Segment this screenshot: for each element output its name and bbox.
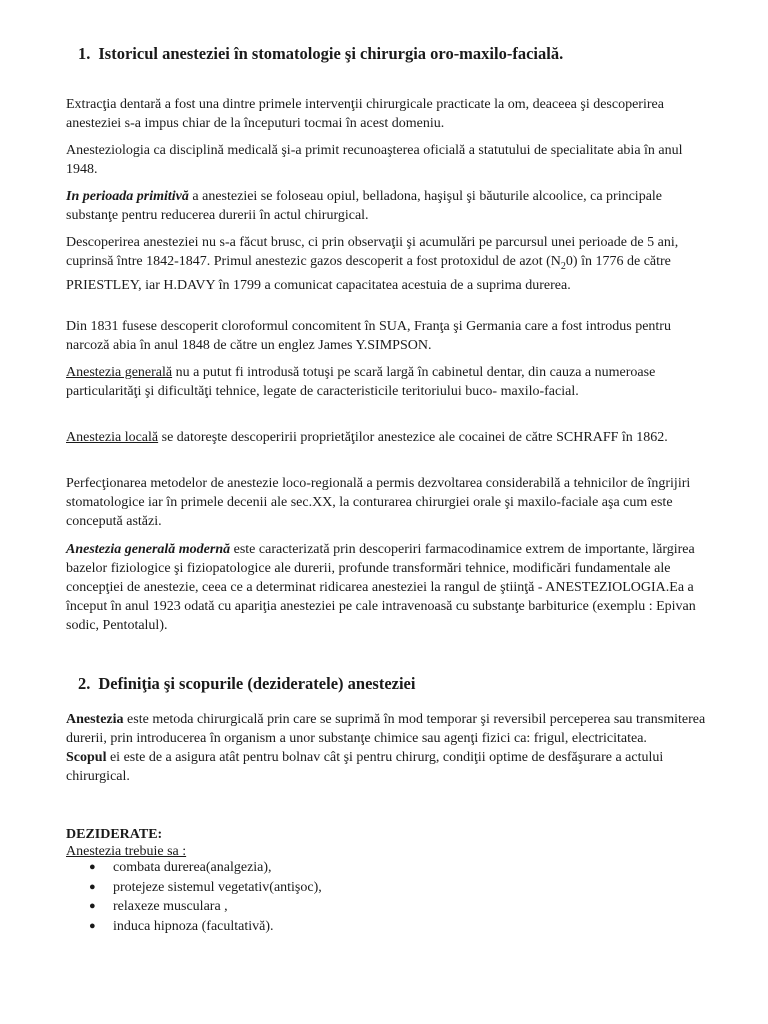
paragraph-anesteziologia: Anesteziologia ca disciplină medicală şi-a primit recunoaşterea oficială a statutului de specialitate abia în anul 1948. [66, 143, 683, 177]
emphasis-perioada-primitiva: In perioada primitivă [66, 189, 189, 204]
link-anestezia-generala: Anestezia generală [66, 365, 173, 380]
bullet-icon: ● [89, 919, 96, 932]
paragraph-anestezia-moderna-text: este caracterizată prin descoperiri farmacodinamice extrem de importante, lărgirea bazelor fiziologice şi fiziopatologice ale durerii, profunde transformări tehnice, modificări fundamentale ale concepţiei de anestezie, ceea ce a determinat ridicarea anesteziei la rangul de ştiinţă - ANESTEZIOLOGIA.Ea a început în anul 1923 odată cu apariţia anesteziei pe cale intravenoasă cu substanţe barbiturice (exemplu : Epivan sodic, Pentotalul). [66, 542, 696, 633]
paragraph-anestezia-generala-text: nu a putut fi introdusă totuşi pe scară largă în cabinetul dentar, din cauza a numeroase particularităţi şi dificultăţi tehnice, legate de caracteristicile teritoriului buco- maxilo-facial. [66, 365, 656, 399]
paragraph-definitie-text: este metoda chirurgicală prin care se suprimă în mod temporar şi reversibil perceperea sau transmiterea durerii, prin introducerea în organism a unor substanţe chimice sau agenţi fizici ca: frigul, electricitatea. [66, 712, 706, 746]
section-1-heading [78, 44, 563, 64]
paragraph-descoperirea-text-a: Descoperirea anesteziei nu s-a făcut brusc, ci prin observaţii şi acumulări pe parcursul unei perioade de 5 ani, cuprinsă între 1842-1847. Primul anestezic gazos descoperit a fost protoxidul de azot (N [66, 235, 679, 269]
paragraph-anestezia-locala-text: se datoreşte descoperirii proprietăţilor anestezice ale cocainei de către SCHRAFF în 1862. [158, 430, 668, 445]
list-item-text: relaxeze musculara , [113, 899, 228, 914]
paragraph-perioada-primitiva [66, 187, 716, 225]
section-2-number: 2. [78, 674, 91, 693]
section-2-title: Definiţia şi scopurile (dezideratele) anesteziei [98, 674, 416, 693]
list-item [66, 878, 322, 898]
list-item [66, 917, 322, 937]
section-1-number: 1. [78, 44, 91, 63]
paragraph-anestezia-moderna [66, 540, 716, 635]
term-scopul: Scopul [66, 750, 107, 765]
list-item-text: protejeze sistemul vegetativ(antişoc), [113, 879, 322, 895]
paragraph-cloroform: Din 1831 fusese descoperit cloroformul concomitent în SUA, Franţa şi Germania care a fost introdus pentru narcoză abia în anul 1848 de către un englez James Y.SIMPSON. [66, 319, 671, 353]
emphasis-anestezia-moderna: Anestezia generală modernă [66, 542, 231, 557]
paragraph-scopul-text: ei este de a asigura atât pentru bolnav cât şi pentru chirurg, condiţii optime de desfăşurare a actului chirurgical. [66, 750, 664, 784]
list-item [66, 897, 322, 917]
section-1-title: Istoricul anesteziei în stomatologie şi chirurgia oro-maxilo-facială. [98, 44, 564, 63]
paragraph-anestezia-generala [66, 363, 716, 401]
deziderate-title: DEZIDERATE: [66, 827, 163, 842]
list-item-text: induca hipnoza (facultativă). [113, 918, 274, 934]
link-anestezia-locala: Anestezia locală [66, 430, 159, 445]
bullet-icon: ● [89, 861, 96, 873]
section-2-heading [78, 674, 415, 694]
paragraph-extractia: Extracţia dentară a fost una dintre primele intervenţii chirurgicale practicate la om, deaceea şi descoperirea anesteziei s-a impus chiar de la începuturi tocmai în acest domeniu. [66, 97, 664, 131]
deziderate-intro: Anestezia trebuie sa : [66, 844, 187, 859]
list-item [66, 858, 322, 878]
paragraph-perfectionarea: Perfecţionarea metodelor de anestezie loco-regională a permis dezvoltarea considerabilă a tehnicilor de îngrijiri stomatologice iar în primele decenii ale sec.XX, la conturarea chirurgiei orale şi maxilo-faciale aşa cum este concepută astăzi. [66, 476, 691, 529]
paragraph-descoperirea-text-b: 0) în 1776 de către PRIESTLEY, iar H.DAVY în 1799 a comunicat capacitatea acestuia de a suprima durerea. [66, 254, 671, 293]
deziderate-list [66, 858, 322, 936]
paragraph-descoperirea [66, 233, 716, 295]
bullet-icon: ● [89, 880, 96, 893]
bullet-icon: ● [89, 900, 96, 912]
list-item-text: combata durerea(analgezia), [113, 860, 272, 875]
paragraph-perioada-primitiva-text: a anesteziei se foloseau opiul, belladona, haşişul şi băuturile alcoolice, ca principale substanţe pentru reducerea durerii în actul chirurgical. [66, 189, 663, 223]
term-anestezia: Anestezia [66, 712, 124, 727]
paragraph-definitie [66, 710, 716, 786]
paragraph-anestezia-locala [66, 428, 716, 447]
subscript-two: 2 [560, 260, 566, 272]
